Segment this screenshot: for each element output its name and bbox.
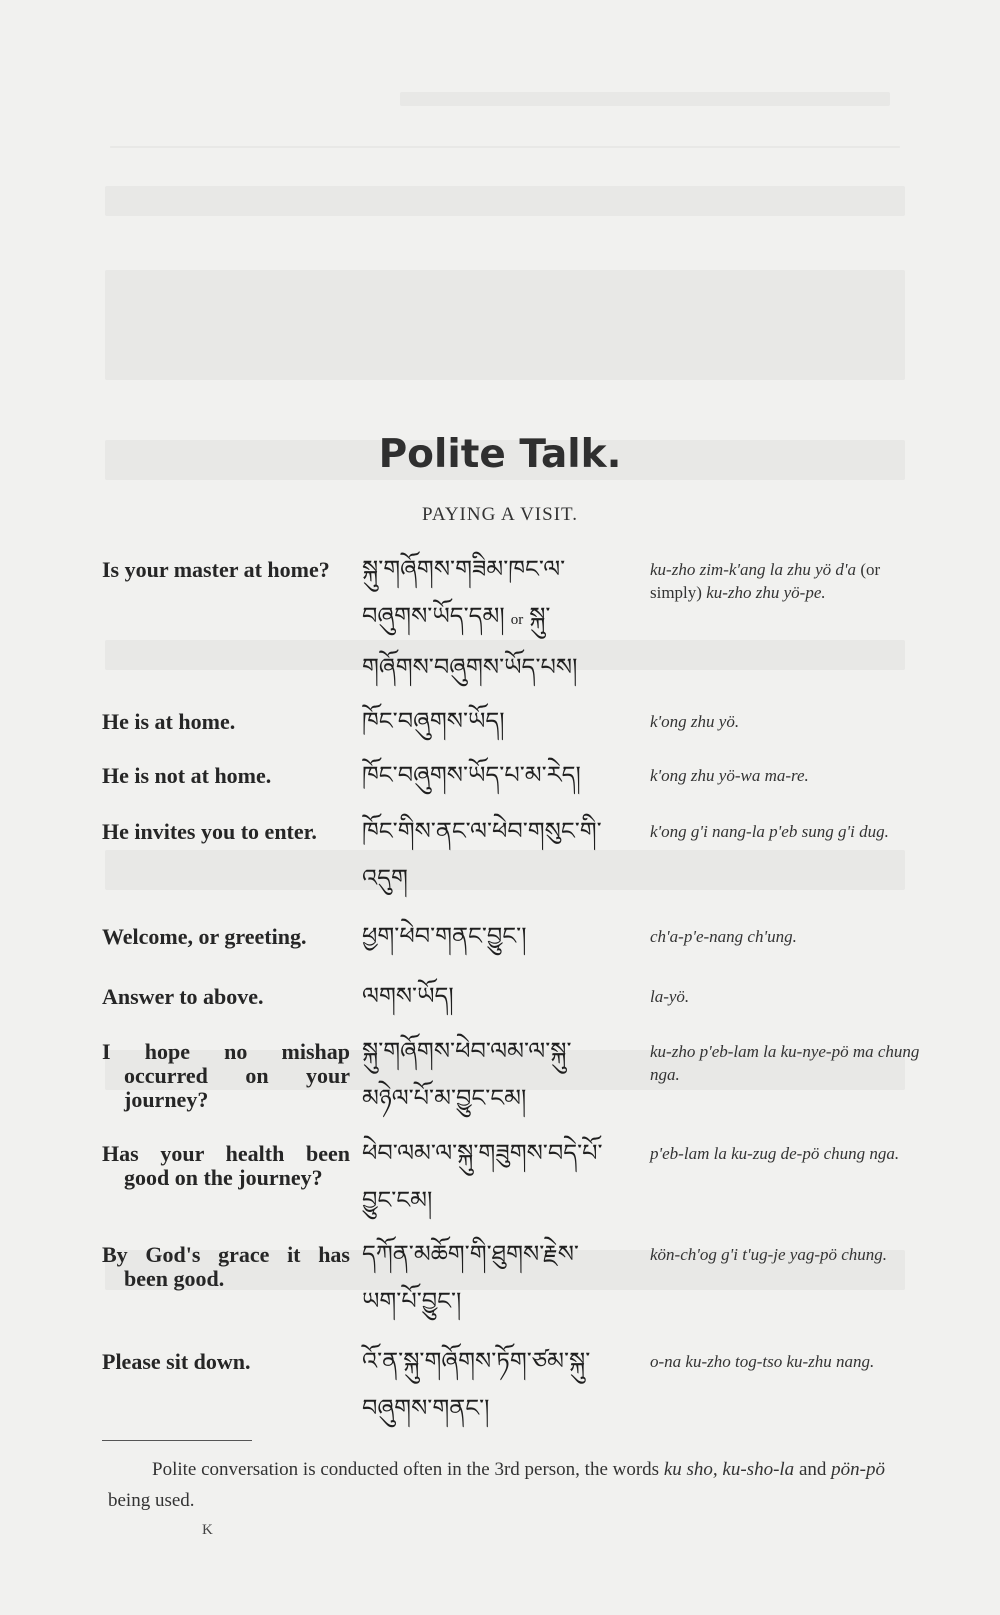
signature-mark: K	[202, 1522, 213, 1538]
transliteration: kön-ch'og g'i t'ug-je yag-pö chung.	[650, 1245, 888, 1264]
tibetan-phrase: ཁོང་བཞུགས་ཡོད།	[362, 707, 505, 735]
tibetan-phrase: དཀོན་མཆོག་གི་ཐུགས་རྗེས་ ཡག་པོ་བྱུང་།	[362, 1240, 579, 1315]
english-phrase: Is your master at home?	[102, 557, 330, 582]
transliteration: k'ong zhu yö-wa ma-re.	[650, 766, 809, 785]
tibetan-phrase: འོ་ན་སྐུ་གཞོགས་ཏོག་ཙམ་སྐུ་ བཞུགས་གནང་།	[362, 1347, 591, 1422]
english-phrase: I hope no mishap occurred on your journey?	[102, 1039, 350, 1112]
english-phrase: By God's grace it has been good.	[102, 1242, 350, 1291]
section-heading: PAYING A VISIT.	[422, 504, 578, 525]
transliteration: la-yö.	[650, 987, 690, 1006]
english-phrase: Welcome, or greeting.	[102, 924, 307, 949]
english-phrase: He is not at home.	[102, 763, 272, 788]
page-title: Polite Talk.	[378, 432, 622, 477]
transliteration: p'eb-lam la ku-zug de-pö chung nga.	[650, 1144, 900, 1163]
transliteration: o-na ku-zho tog-tso ku-zhu nang.	[650, 1352, 875, 1371]
transliteration: ku-zho p'eb-lam la ku-nye-pö ma chung nga.	[650, 1042, 920, 1084]
english-phrase: He is at home.	[102, 709, 236, 734]
tibetan-phrase: ལགས་ཡོད།	[362, 982, 454, 1010]
tibetan-phrase: ཕེབ་ལམ་ལ་སྐུ་གཟུགས་བདེ་པོ་ བྱུང་ངམ།	[362, 1139, 603, 1214]
tibetan-phrase: སྐུ་གཞོགས་གཟིམ་ཁང་ལ་ བཞུགས་ཡོད་དམ། or སྐུ་ གཞོགས་བཞུགས་ཡོད་པས།	[362, 555, 578, 681]
tibetan-phrase: སྐུ་གཞོགས་ཕེབ་ལམ་ལ་སྐུ་ མཉེལ་པོ་མ་བྱུང་ངམ།	[362, 1037, 572, 1112]
transliteration: ku-zho zim-k'ang la zhu yö d'a (or simply) ku-zho zhu yö-pe.	[650, 560, 881, 602]
english-phrase: Please sit down.	[102, 1349, 251, 1374]
or-word: or	[510, 612, 524, 628]
english-phrase: Answer to above.	[102, 984, 264, 1009]
english-phrase: He invites you to enter.	[102, 819, 317, 844]
tibetan-phrase: ཁོང་བཞུགས་ཡོད་པ་མ་རེད།	[362, 761, 581, 789]
transliteration: k'ong zhu yö.	[650, 712, 740, 731]
tibetan-phrase: ཁོང་གིས་ནང་ལ་ཕེབ་གསུང་གི་ འདུག	[362, 817, 602, 892]
tibetan-phrase: ཕྱག་ཕེབ་གནང་བྱུང་།	[362, 922, 527, 950]
footnote: Polite conversation is conducted often in the 3rd person, the words ku sho, ku-sho-la and pön-pö being used.	[108, 1459, 885, 1511]
english-phrase: Has your health been good on the journey?	[102, 1141, 350, 1190]
transliteration: ch'a-p'e-nang ch'ung.	[650, 927, 797, 946]
footnote-rule	[102, 1440, 252, 1441]
transliteration: k'ong g'i nang-la p'eb sung g'i dug.	[650, 822, 889, 841]
